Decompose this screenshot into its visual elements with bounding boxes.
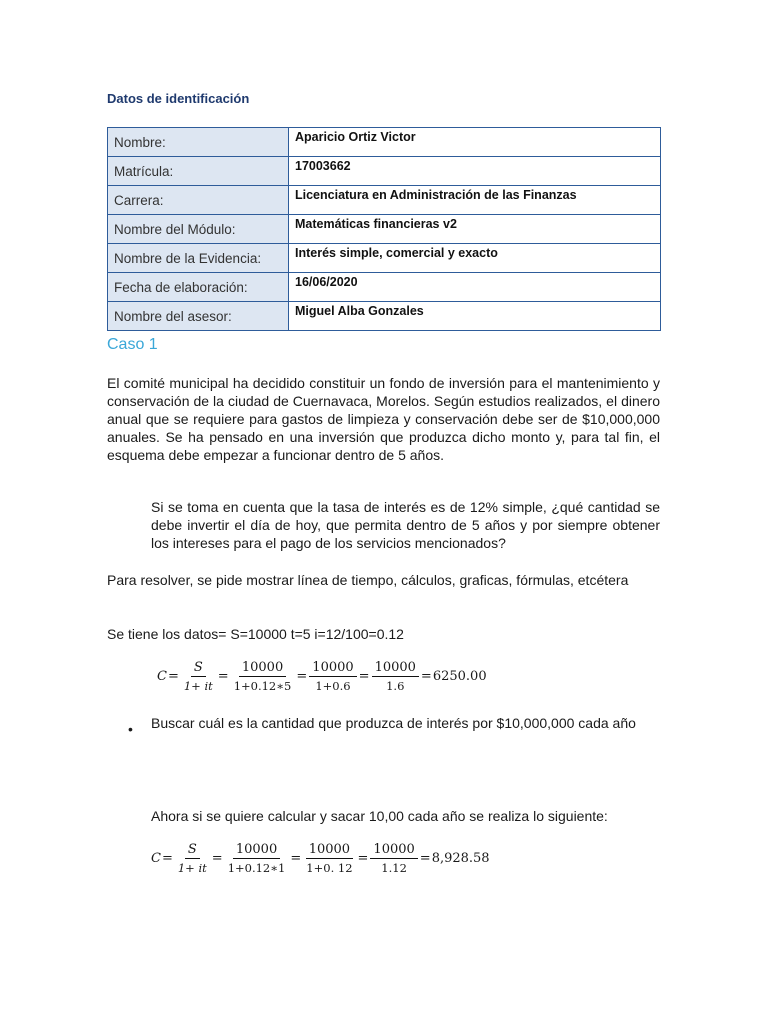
- table-row: [108, 244, 661, 273]
- numerator: 10000: [370, 842, 417, 859]
- fraction: [181, 660, 216, 693]
- table-row: [108, 128, 661, 157]
- equals-sign: =: [420, 669, 432, 684]
- equals-sign: =: [419, 851, 431, 866]
- denominator: 1+0.12∗5: [233, 679, 292, 693]
- fraction: [372, 660, 419, 693]
- row-value: 17003662: [289, 157, 661, 186]
- numerator: 10000: [372, 660, 419, 677]
- row-label: Nombre:: [108, 128, 289, 157]
- numerator: 10000: [306, 842, 353, 859]
- formula-2: [151, 842, 490, 875]
- formula-lhs: C: [157, 669, 167, 684]
- case-description: El comité municipal ha decidido constituir un fondo de inversión para el mantenimiento y conservación de la ciudad de Cuernavaca, Morelos. Según estudios realizados, el dinero anual que se requiere para gastos de limpieza y conservación debe ser de $10,000,000 anuales. Se ha pensado en una inversión que produzca dicho monto y, para tal fin, el esquema debe empezar a funcionar dentro de 5 años.: [107, 375, 660, 463]
- formula-result: 8,928.58: [431, 851, 490, 866]
- equals-sign: =: [296, 669, 308, 684]
- numerator: 10000: [233, 842, 280, 859]
- denominator: 1.12: [381, 861, 407, 875]
- equals-sign: =: [357, 851, 369, 866]
- table-row: [108, 302, 661, 331]
- case-title: Caso 1: [107, 336, 158, 353]
- equals-sign: =: [161, 851, 173, 866]
- numerator: 10000: [309, 660, 356, 677]
- numerator: S: [191, 660, 206, 677]
- formula-1: [157, 660, 487, 693]
- bullet-text: Buscar cuál es la cantidad que produzca de interés por $10,000,000 cada año: [151, 715, 636, 731]
- fraction: [309, 660, 356, 693]
- equals-sign: =: [358, 669, 370, 684]
- row-value: Matemáticas financieras v2: [289, 215, 661, 244]
- formula-result: 6250.00: [432, 669, 487, 684]
- identification-table: [107, 127, 661, 331]
- table-row: [108, 157, 661, 186]
- row-label: Carrera:: [108, 186, 289, 215]
- row-value: Interés simple, comercial y exacto: [289, 244, 661, 273]
- instructions-text: Para resolver, se pide mostrar línea de tiempo, cálculos, graficas, fórmulas, etcétera: [107, 572, 629, 588]
- numerator: 10000: [239, 660, 286, 677]
- numerator: S: [185, 842, 200, 859]
- row-value: 16/06/2020: [289, 273, 661, 302]
- row-label: Matrícula:: [108, 157, 289, 186]
- row-label: Nombre de la Evidencia:: [108, 244, 289, 273]
- second-intro: Ahora si se quiere calcular y sacar 10,00 cada año se realiza lo siguiente:: [151, 808, 608, 824]
- row-label: Nombre del Módulo:: [108, 215, 289, 244]
- fraction: [231, 660, 295, 693]
- denominator: 1+ it: [183, 679, 213, 693]
- section-heading: Datos de identificación: [107, 91, 250, 106]
- given-data-line: Se tiene los datos= S=10000 t=5 i=12/100=0.12: [107, 626, 404, 642]
- case-question: Si se toma en cuenta que la tasa de interés es de 12% simple, ¿qué cantidad se debe invertir el día de hoy, que permita dentro de 5 años y por siempre obtener los intereses para el pago de los servicios mencionados?: [151, 499, 660, 551]
- table-row: [108, 215, 661, 244]
- denominator: 1+ it: [177, 861, 207, 875]
- table-row: [108, 186, 661, 215]
- fraction: [370, 842, 417, 875]
- equals-sign: =: [211, 851, 223, 866]
- denominator: 1.6: [386, 679, 405, 693]
- fraction: [303, 842, 355, 875]
- equals-sign: =: [167, 669, 179, 684]
- denominator: 1+0.6: [315, 679, 351, 693]
- denominator: 1+0.12∗1: [227, 861, 286, 875]
- row-value: Licenciatura en Administración de las Finanzas: [289, 186, 661, 215]
- fraction: [175, 842, 210, 875]
- denominator: 1+0. 12: [306, 861, 353, 875]
- fraction: [225, 842, 289, 875]
- equals-sign: =: [290, 851, 302, 866]
- row-label: Nombre del asesor:: [108, 302, 289, 331]
- equals-sign: =: [217, 669, 229, 684]
- table-row: [108, 273, 661, 302]
- bullet-icon: •: [128, 721, 133, 737]
- row-value: Miguel Alba Gonzales: [289, 302, 661, 331]
- row-value: Aparicio Ortiz Victor: [289, 128, 661, 157]
- row-label: Fecha de elaboración:: [108, 273, 289, 302]
- formula-lhs: C: [151, 851, 161, 866]
